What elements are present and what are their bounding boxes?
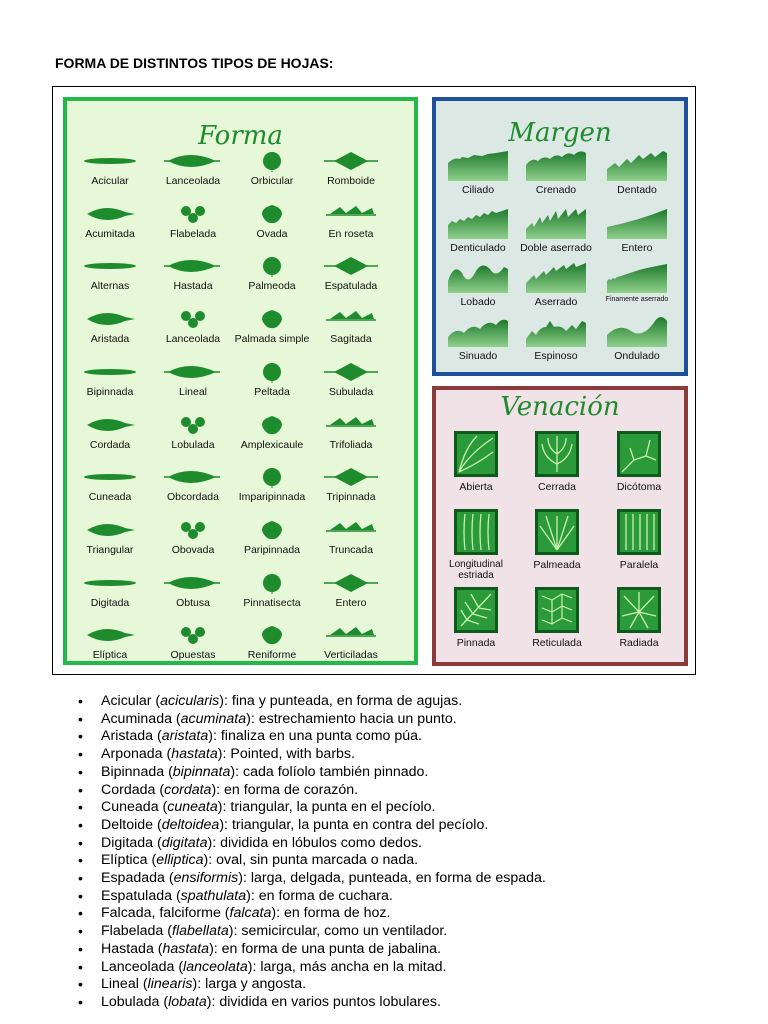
margen-item-label: Espinoso bbox=[534, 350, 578, 362]
definition-term: Lanceolada bbox=[101, 958, 175, 975]
forma-item-label: Entero bbox=[335, 596, 367, 609]
forma-item-label: Elíptica bbox=[92, 649, 128, 662]
definition-text: en forma de corazón. bbox=[224, 781, 359, 798]
leaf-icon bbox=[79, 414, 141, 436]
definition-term: Cordada bbox=[101, 781, 156, 798]
leaf-margin-icon bbox=[607, 207, 667, 239]
venacion-item bbox=[436, 431, 516, 493]
definition-term: Aristada bbox=[101, 728, 154, 745]
forma-item bbox=[153, 466, 233, 503]
margen-item-label: Crenado bbox=[535, 184, 577, 196]
definition-latin: hastata bbox=[162, 940, 210, 957]
definition-latin: acuminata bbox=[180, 710, 247, 727]
definition-term: Digitada bbox=[101, 834, 154, 851]
forma-item bbox=[232, 308, 312, 345]
leaf-margin-icon bbox=[526, 149, 586, 181]
definition-text: triangular, la punta en el pecíolo. bbox=[230, 799, 436, 816]
margen-item-label: Doble aserrado bbox=[520, 242, 592, 254]
venation-icon bbox=[535, 509, 579, 555]
leaf-icon bbox=[79, 572, 141, 594]
leaf-margin-icon bbox=[526, 261, 586, 293]
forma-item-label: Alternas bbox=[90, 280, 130, 293]
leaf-margin-icon bbox=[448, 207, 508, 239]
margen-item-label: Aserrado bbox=[534, 296, 578, 308]
definition-item: • Cordada (cordata): en forma de corazón. bbox=[101, 782, 546, 800]
venacion-item bbox=[599, 509, 679, 571]
leaf-icon bbox=[79, 361, 141, 383]
definition-item: • Aristada (aristata): finaliza en una punta como púa. bbox=[101, 728, 546, 746]
forma-item bbox=[311, 414, 391, 451]
definition-latin: ensiformis bbox=[173, 870, 239, 887]
definition-term: Espatulada bbox=[101, 887, 172, 904]
margen-panel bbox=[432, 97, 688, 376]
definition-term: Flabelada bbox=[101, 923, 164, 940]
margen-item bbox=[438, 261, 518, 308]
definition-term: Deltoide bbox=[101, 816, 154, 833]
definition-item: • Acuminada (acuminata): estrechamiento hacia un punto. bbox=[101, 711, 546, 729]
leaf-icon bbox=[241, 255, 303, 277]
definition-term: Falcada, falciforme bbox=[101, 905, 221, 922]
forma-item-label: Lanceolada bbox=[165, 175, 221, 187]
margen-title: Margen bbox=[508, 118, 612, 148]
forma-item-label: Romboide bbox=[327, 175, 375, 187]
forma-item bbox=[232, 203, 312, 240]
leaf-icon bbox=[162, 361, 224, 383]
definition-item: • Lineal (linearis): larga y angosta. bbox=[101, 976, 546, 994]
leaf-icon bbox=[79, 255, 141, 277]
forma-item-label: Bipinnada bbox=[86, 385, 134, 398]
definition-term: Bipinnada bbox=[101, 763, 165, 780]
forma-item bbox=[153, 572, 233, 609]
definition-term: Lobulada bbox=[101, 993, 160, 1010]
definition-item: • Lobulada (lobata): dividida en varios puntos lobulares. bbox=[101, 994, 546, 1012]
forma-item-label: Verticiladas bbox=[324, 649, 378, 662]
leaf-icon bbox=[162, 572, 224, 594]
venation-icon bbox=[617, 509, 661, 555]
forma-item bbox=[70, 361, 150, 398]
leaf-margin-icon bbox=[607, 149, 667, 181]
leaf-icon bbox=[320, 203, 382, 225]
definition-latin: falcata bbox=[229, 905, 272, 922]
venation-icon bbox=[454, 509, 498, 555]
forma-title: Forma bbox=[198, 121, 283, 151]
leaf-icon bbox=[320, 414, 382, 436]
leaf-icon bbox=[320, 150, 382, 172]
leaf-icon bbox=[320, 466, 382, 488]
venacion-panel bbox=[432, 386, 688, 666]
leaf-icon bbox=[162, 466, 224, 488]
leaf-icon bbox=[241, 572, 303, 594]
margen-item bbox=[438, 149, 518, 196]
definition-latin: lobata bbox=[168, 993, 207, 1010]
forma-item-label: Pinnatisecta bbox=[243, 596, 301, 609]
venacion-item-label: Cerrada bbox=[538, 481, 576, 493]
forma-item-label: Tripinnada bbox=[326, 491, 376, 504]
margen-item-label: Finamente aserrado bbox=[605, 296, 669, 303]
venacion-item-label: Reticulada bbox=[532, 637, 582, 649]
definition-text: oval, sin punta marcada o nada. bbox=[216, 852, 419, 869]
definition-text: larga y angosta. bbox=[205, 976, 307, 993]
forma-item bbox=[311, 308, 391, 345]
definition-text: triangular, la punta en contra del pecíolo. bbox=[231, 816, 489, 833]
definition-text: en forma de cuchara. bbox=[258, 887, 393, 904]
venacion-item-label: Pinnada bbox=[456, 637, 496, 649]
forma-item-label: Sagitada bbox=[330, 333, 372, 346]
definition-term: Acuminada bbox=[101, 710, 172, 727]
definition-text: Pointed, with barbs. bbox=[230, 746, 355, 763]
leaf-margin-icon bbox=[448, 149, 508, 181]
leaf-margin-icon bbox=[526, 207, 586, 239]
leaf-icon bbox=[79, 203, 141, 225]
margen-item-label: Dentado bbox=[617, 184, 657, 196]
definition-latin: lanceolata bbox=[183, 958, 248, 975]
leaf-icon bbox=[162, 255, 224, 277]
definition-text: dividida en varios puntos lobulares. bbox=[219, 993, 441, 1010]
leaf-icon bbox=[79, 308, 141, 330]
leaf-icon bbox=[241, 466, 303, 488]
venacion-item-label: Dicótoma bbox=[616, 481, 662, 493]
definition-latin: bipinnata bbox=[172, 763, 231, 780]
definition-text: larga, delgada, punteada, en forma de espada. bbox=[250, 870, 546, 887]
forma-item-label: Cuneada bbox=[88, 491, 132, 504]
forma-item bbox=[70, 150, 150, 187]
venacion-item bbox=[599, 431, 679, 493]
forma-item-label: Espatulada bbox=[324, 280, 378, 293]
leaf-margin-icon bbox=[607, 261, 667, 293]
definition-text: en forma de una punta de jabalina. bbox=[221, 940, 441, 957]
definition-item: • Bipinnada (bipinnata): cada folíolo también pinnado. bbox=[101, 764, 546, 782]
definition-term: Elíptica bbox=[101, 852, 148, 869]
forma-item-label: Aristada bbox=[90, 333, 130, 346]
venation-icon bbox=[617, 431, 661, 477]
venacion-title: Venación bbox=[500, 392, 620, 422]
definition-item: • Elíptica (elliptica): oval, sin punta marcada o nada. bbox=[101, 852, 546, 870]
venacion-item bbox=[517, 509, 597, 571]
leaf-icon bbox=[320, 361, 382, 383]
venacion-item-label: Abierta bbox=[459, 481, 493, 493]
forma-item-label: Trifoliada bbox=[329, 438, 373, 451]
definition-text: larga, más ancha en la mitad. bbox=[260, 958, 447, 975]
forma-item-label: Amplexicaule bbox=[240, 438, 304, 451]
definition-latin: linearis bbox=[147, 976, 193, 993]
forma-item bbox=[70, 624, 150, 661]
forma-item-label: Obcordada bbox=[167, 491, 219, 504]
leaf-icon bbox=[79, 150, 141, 172]
forma-item bbox=[311, 255, 391, 292]
definitions-list bbox=[60, 693, 546, 1012]
margen-item bbox=[597, 207, 677, 254]
venacion-item bbox=[599, 587, 679, 649]
forma-item-label: Obtusa bbox=[176, 596, 210, 609]
definition-term: Espadada bbox=[101, 870, 165, 887]
forma-panel bbox=[63, 97, 418, 665]
forma-item-label: Orbicular bbox=[250, 175, 294, 187]
forma-item bbox=[232, 624, 312, 661]
venacion-item bbox=[517, 431, 597, 493]
margen-item-label: Entero bbox=[621, 242, 653, 254]
forma-item bbox=[232, 255, 312, 292]
forma-item bbox=[311, 466, 391, 503]
leaf-icon bbox=[241, 203, 303, 225]
margen-item bbox=[438, 207, 518, 254]
leaf-icon bbox=[162, 150, 224, 172]
definition-term: Hastada bbox=[101, 940, 154, 957]
leaf-icon bbox=[162, 203, 224, 225]
forma-item bbox=[232, 572, 312, 609]
definition-item: • Digitada (digitata): dividida en lóbulos como dedos. bbox=[101, 835, 546, 853]
definition-item: • Flabelada (flabellata): semicircular, como un ventilador. bbox=[101, 923, 546, 941]
forma-item-label: Triangular bbox=[86, 543, 134, 556]
forma-item-label: Lineal bbox=[178, 385, 208, 398]
leaf-icon bbox=[79, 466, 141, 488]
leaf-margin-icon bbox=[448, 315, 508, 347]
venacion-item bbox=[436, 587, 516, 649]
leaf-margin-icon bbox=[526, 315, 586, 347]
definition-latin: acicularis bbox=[160, 693, 220, 709]
forma-item bbox=[153, 624, 233, 661]
venation-icon bbox=[535, 587, 579, 633]
definition-item: • Acicular (acicularis): fina y punteada, en forma de agujas. bbox=[101, 693, 546, 711]
venacion-item-label: Longitudinal estriada bbox=[449, 559, 503, 581]
venacion-item bbox=[517, 587, 597, 649]
forma-item-label: Reniforme bbox=[247, 649, 297, 662]
forma-item bbox=[70, 203, 150, 240]
leaf-icon bbox=[79, 519, 141, 541]
forma-item bbox=[70, 466, 150, 503]
forma-item-label: Imparipinnada bbox=[238, 491, 306, 504]
definition-item: • Espatulada (spathulata): en forma de cuchara. bbox=[101, 888, 546, 906]
page-title: FORMA DE DISTINTOS TIPOS DE HOJAS: bbox=[55, 55, 334, 71]
forma-item bbox=[232, 414, 312, 451]
forma-item-label: Opuestas bbox=[170, 649, 216, 662]
leaf-icon bbox=[241, 150, 303, 172]
venacion-item-label: Paralela bbox=[619, 559, 659, 571]
forma-item-label: Palmeoda bbox=[248, 280, 296, 293]
margen-item bbox=[516, 149, 596, 196]
leaf-icon bbox=[241, 361, 303, 383]
definition-latin: cordata bbox=[164, 781, 212, 798]
leaf-icon bbox=[241, 414, 303, 436]
definition-text: dividida en lóbulos como dedos. bbox=[220, 834, 423, 851]
forma-item bbox=[232, 361, 312, 398]
margen-item bbox=[516, 261, 596, 308]
forma-item bbox=[153, 203, 233, 240]
forma-item-label: Truncada bbox=[329, 543, 373, 556]
leaf-icon bbox=[320, 572, 382, 594]
forma-item-label: Lanceolada bbox=[165, 333, 221, 346]
definition-term: Acicular bbox=[101, 693, 152, 709]
margen-item-label: Denticulado bbox=[450, 242, 506, 254]
forma-item-label: Lobulada bbox=[171, 438, 215, 451]
forma-item-label: Peltada bbox=[254, 385, 290, 398]
margen-item-label: Sinuado bbox=[458, 350, 498, 362]
definition-item: • Arponada (hastata): Pointed, with barbs. bbox=[101, 746, 546, 764]
leaf-icon bbox=[320, 624, 382, 646]
venacion-item bbox=[436, 509, 516, 581]
margen-item bbox=[597, 315, 677, 362]
forma-item bbox=[311, 572, 391, 609]
leaf-icon bbox=[162, 624, 224, 646]
forma-item bbox=[232, 150, 312, 187]
forma-item-label: Flabelada bbox=[169, 227, 217, 240]
leaf-margin-icon bbox=[607, 315, 667, 347]
margen-item bbox=[516, 207, 596, 254]
definition-latin: hastata bbox=[171, 746, 218, 763]
forma-item bbox=[311, 519, 391, 556]
definition-item: • Cuneada (cuneata): triangular, la punta en el pecíolo. bbox=[101, 799, 546, 817]
forma-item bbox=[70, 572, 150, 609]
definition-item: • Lanceolada (lanceolata): larga, más ancha en la mitad. bbox=[101, 959, 546, 977]
definition-latin: aristata bbox=[161, 728, 209, 745]
margen-item-label: Ciliado bbox=[461, 184, 495, 196]
venation-icon bbox=[454, 587, 498, 633]
definition-item: • Falcada, falciforme (falcata): en forma de hoz. bbox=[101, 905, 546, 923]
margen-item-label: Lobado bbox=[460, 296, 496, 308]
forma-item bbox=[311, 203, 391, 240]
forma-item-label: En roseta bbox=[328, 227, 374, 240]
forma-item-label: Digitada bbox=[90, 596, 130, 609]
margen-item-label: Ondulado bbox=[614, 350, 660, 362]
definition-item: • Hastada (hastata): en forma de una punta de jabalina. bbox=[101, 941, 546, 959]
forma-item bbox=[70, 519, 150, 556]
leaf-icon bbox=[79, 624, 141, 646]
forma-item bbox=[153, 519, 233, 556]
forma-item bbox=[153, 255, 233, 292]
venation-icon bbox=[454, 431, 498, 477]
leaf-icon bbox=[241, 624, 303, 646]
forma-item bbox=[153, 150, 233, 187]
leaf-margin-icon bbox=[448, 261, 508, 293]
venacion-item-label: Radiada bbox=[619, 637, 659, 649]
definition-text: fina y punteada, en forma de agujas. bbox=[231, 693, 463, 709]
forma-item-label: Acicular bbox=[91, 175, 129, 187]
leaf-icon bbox=[162, 414, 224, 436]
forma-item-label: Hastada bbox=[173, 280, 213, 293]
definition-text: en forma de hoz. bbox=[283, 905, 391, 922]
forma-item-label: Cordada bbox=[89, 438, 131, 451]
definition-term: Arponada bbox=[101, 746, 163, 763]
venation-icon bbox=[535, 431, 579, 477]
leaf-icon bbox=[241, 519, 303, 541]
forma-item-label: Paripinnada bbox=[243, 543, 301, 556]
forma-item-label: Palmada simple bbox=[234, 333, 310, 346]
forma-item bbox=[311, 624, 391, 661]
definition-text: semicircular, como un ventilador. bbox=[241, 923, 448, 940]
definition-term: Cuneada bbox=[101, 799, 159, 816]
definition-item: • Deltoide (deltoidea): triangular, la punta en contra del pecíolo. bbox=[101, 817, 546, 835]
leaf-poster bbox=[52, 86, 696, 675]
forma-item bbox=[311, 361, 391, 398]
forma-item bbox=[232, 466, 312, 503]
leaf-icon bbox=[162, 519, 224, 541]
leaf-icon bbox=[241, 308, 303, 330]
definition-latin: spathulata bbox=[180, 887, 247, 904]
forma-item bbox=[153, 308, 233, 345]
forma-item-label: Acumitada bbox=[85, 227, 135, 240]
definition-item: • Espadada (ensiformis): larga, delgada, punteada, en forma de espada. bbox=[101, 870, 546, 888]
definition-text: estrechamiento hacia un punto. bbox=[258, 710, 457, 727]
definition-text: cada folíolo también pinnado. bbox=[243, 763, 429, 780]
definition-term: Lineal bbox=[101, 976, 139, 993]
definition-latin: deltoidea bbox=[161, 816, 220, 833]
forma-item bbox=[153, 361, 233, 398]
definition-latin: digitata bbox=[161, 834, 208, 851]
leaf-icon bbox=[320, 255, 382, 277]
definition-latin: elliptica bbox=[156, 852, 204, 869]
margen-item bbox=[597, 149, 677, 196]
venacion-item-label: Palmeada bbox=[533, 559, 581, 571]
forma-item-label: Obovada bbox=[171, 543, 215, 556]
forma-item-label: Ovada bbox=[256, 227, 288, 240]
leaf-icon bbox=[320, 519, 382, 541]
forma-item bbox=[70, 255, 150, 292]
forma-item-label: Subulada bbox=[328, 385, 374, 398]
venation-icon bbox=[617, 587, 661, 633]
definition-text: finaliza en una punta como púa. bbox=[220, 728, 422, 745]
leaf-icon bbox=[162, 308, 224, 330]
forma-item bbox=[70, 414, 150, 451]
margen-item bbox=[438, 315, 518, 362]
margen-item bbox=[516, 315, 596, 362]
forma-item bbox=[311, 150, 391, 187]
forma-item bbox=[153, 414, 233, 451]
margen-item bbox=[597, 261, 677, 303]
definition-latin: flabellata bbox=[172, 923, 229, 940]
forma-item bbox=[232, 519, 312, 556]
definition-latin: cuneata bbox=[167, 799, 218, 816]
leaf-icon bbox=[320, 308, 382, 330]
forma-item bbox=[70, 308, 150, 345]
